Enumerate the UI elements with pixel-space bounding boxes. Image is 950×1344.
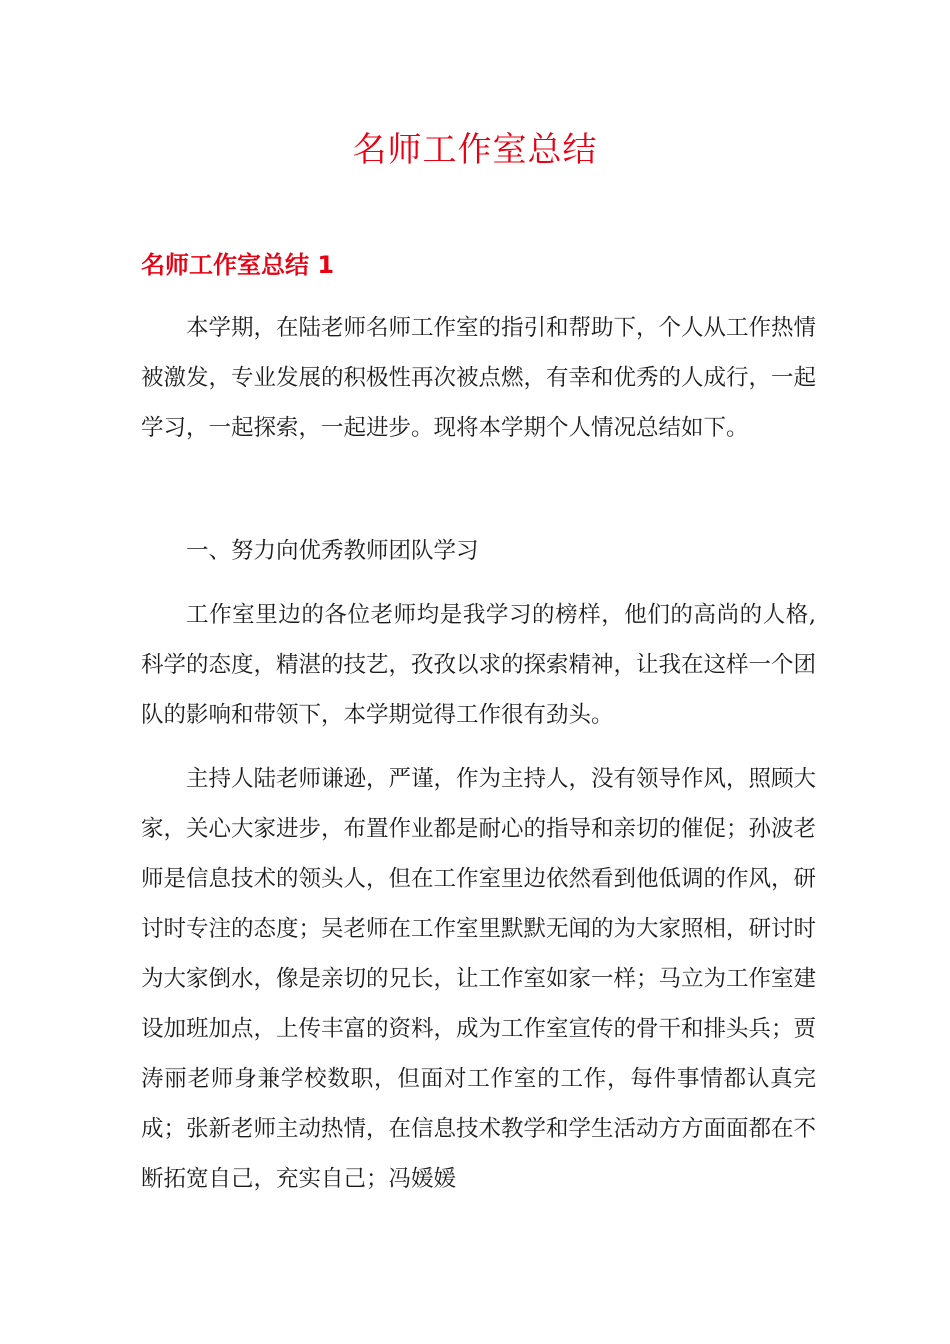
- section-heading: 名师工作室总结 1: [141, 251, 335, 279]
- paragraph-team-members: 主持人陆老师谦逊，严谨，作为主持人，没有领导作风，照顾大家，关心大家进步，布置作业都是耐心的指导和亲切的催促；孙波老师是信息技术的领头人，但在工作室里边依然看到他低调的作风，研讨时专注的态度；吴老师在工作室里默默无闻的为大家照相，研讨时为大家倒水，像是亲切的兄长，让工作室如家一样；马立为工作室建设加班加点，上传丰富的资料，成为工作室宣传的骨干和排头兵；贾涛丽老师身兼学校数职，但面对工作室的工作，每件事情都认真完成；张新老师主动热情，在信息技术教学和学生活动方方面面都在不断拓宽自己，充实自己；冯媛媛: [141, 766, 817, 1192]
- paragraph-role-models: 工作室里边的各位老师均是我学习的榜样，他们的高尚的人格,科学的态度，精湛的技艺，孜孜以求的探索精神，让我在这样一个团队的影响和带领下，本学期觉得工作很有劲头。: [141, 602, 817, 728]
- document-title: 名师工作室总结: [352, 130, 598, 170]
- subheading-learn-from-team: 一、努力向优秀教师团队学习: [186, 538, 479, 564]
- paragraph-intro: 本学期，在陆老师名师工作室的指引和帮助下，个人从工作热情被激发，专业发展的积极性再次被点燃，有幸和优秀的人成行，一起学习，一起探索，一起进步。现将本学期个人情况总结如下。: [141, 315, 817, 441]
